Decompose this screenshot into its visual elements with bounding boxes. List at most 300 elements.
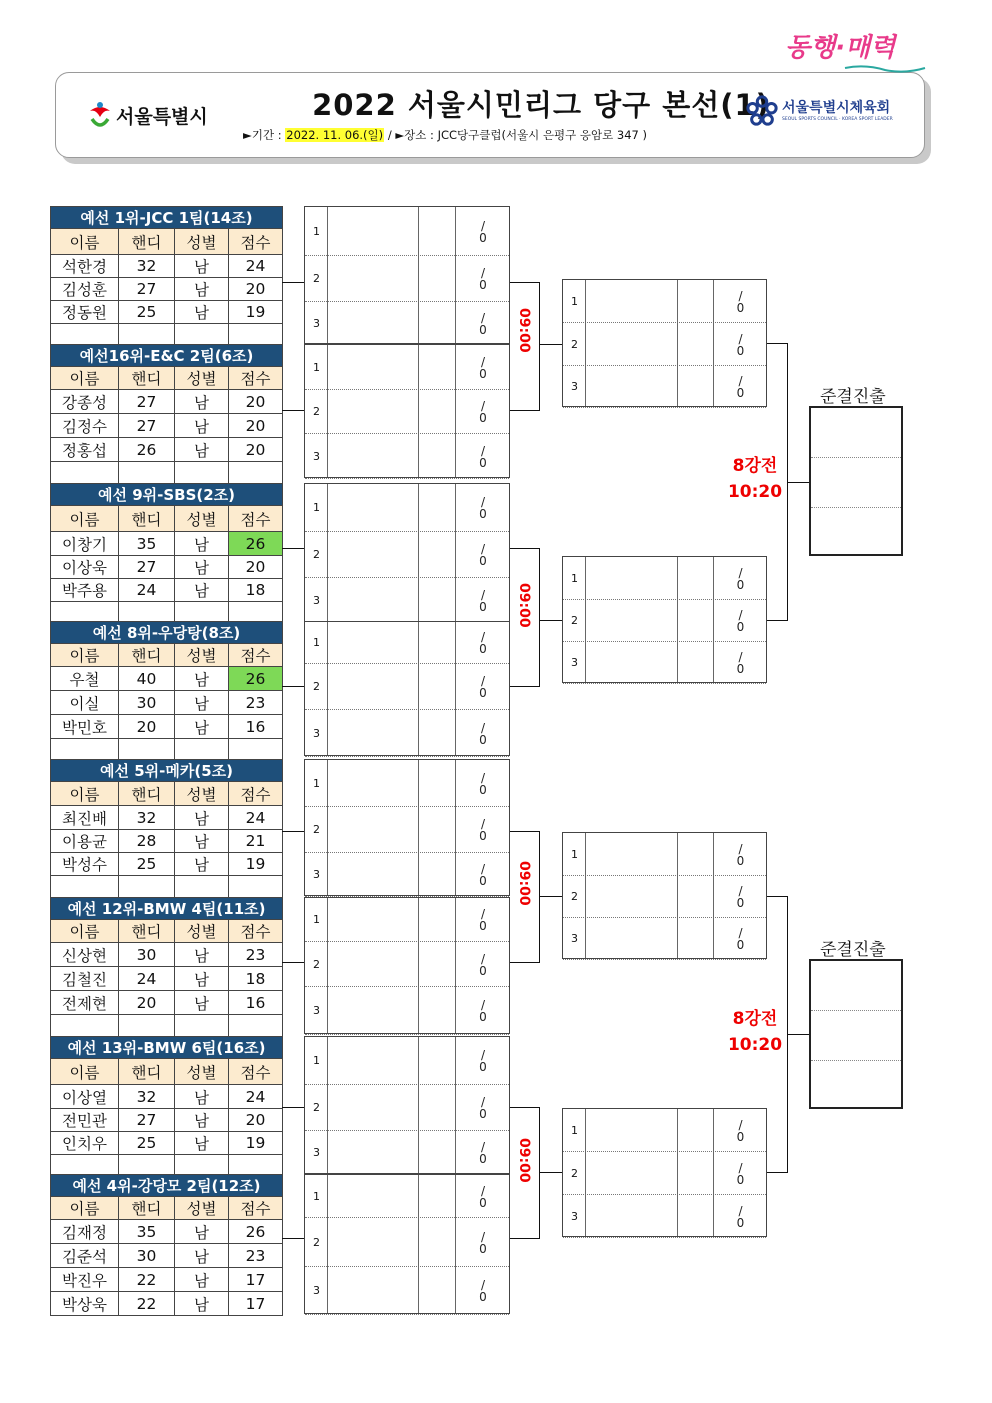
player-score: 16 [229, 715, 283, 739]
score-slash: / [738, 1203, 743, 1218]
player-row [51, 414, 283, 438]
column-divider [327, 1175, 328, 1313]
match-score [713, 1119, 768, 1143]
semifinal-slot [811, 1061, 901, 1111]
bracket-line [282, 962, 304, 963]
column-divider [418, 1175, 419, 1313]
player-score: 20 [229, 278, 283, 301]
player-gender: 남 [175, 532, 229, 556]
team-table [50, 897, 283, 1037]
score-slash: / [480, 310, 486, 325]
column-header: 점수 [229, 506, 283, 532]
period-line [243, 127, 647, 143]
bracket-line [540, 1172, 562, 1173]
player-gender [175, 324, 229, 346]
column-header: 성별 [175, 229, 229, 255]
player-gender: 남 [175, 1109, 229, 1132]
score-slash: / [480, 354, 486, 369]
player-gender: 남 [175, 1085, 229, 1109]
match-box [562, 832, 767, 959]
column-divider [327, 207, 328, 343]
round-number: 3 [571, 932, 578, 945]
team-title: 예선 1위-JCC 1팀(14조) [51, 207, 283, 229]
player-row [51, 1268, 283, 1292]
column-header: 성별 [175, 782, 229, 806]
round-number: 3 [313, 1004, 320, 1017]
bracket-line [540, 344, 562, 345]
column-divider [455, 898, 456, 1033]
sports-council-logo [746, 93, 916, 133]
player-handicap: 25 [119, 853, 175, 876]
match-score [455, 356, 511, 380]
player-name [51, 324, 119, 346]
venue-text: / ►장소 : JCC당구클럽(서울시 은평구 응암로 347 ) [387, 128, 648, 142]
match-score [455, 908, 511, 932]
match-score [455, 589, 511, 613]
score-value: 0 [479, 507, 487, 521]
column-header: 핸디 [119, 782, 175, 806]
player-handicap: 24 [119, 967, 175, 991]
bracket-line [510, 548, 540, 549]
score-slash: / [480, 998, 486, 1012]
player-gender: 남 [175, 1132, 229, 1155]
column-divider [327, 484, 328, 621]
player-gender: 남 [175, 1244, 229, 1268]
bracket-line [539, 1107, 540, 1239]
player-score: 23 [229, 943, 283, 967]
bracket-line [282, 686, 304, 687]
header-banner [55, 72, 925, 158]
column-header: 이름 [51, 367, 119, 390]
player-score: 20 [229, 390, 283, 414]
match-score [713, 333, 768, 357]
bracket-line [539, 831, 540, 963]
round-number: 1 [571, 847, 578, 861]
player-name: 우철 [51, 667, 119, 691]
score-value: 0 [479, 642, 487, 656]
match-score [455, 543, 511, 567]
player-score [229, 1015, 283, 1037]
player-row [51, 830, 283, 853]
match-row [305, 532, 509, 578]
match-row [563, 1152, 766, 1195]
player-score: 19 [229, 1132, 283, 1155]
round-number: 2 [313, 957, 320, 971]
column-header: 점수 [229, 920, 283, 943]
bracket-line [767, 896, 788, 897]
team-title: 예선16위-E&C 2팀(6조) [51, 345, 283, 367]
match-score [455, 1185, 511, 1209]
match-row [305, 1037, 509, 1085]
score-slash: / [480, 907, 486, 921]
player-gender: 남 [175, 301, 229, 324]
column-header: 이름 [51, 920, 119, 943]
column-divider [585, 833, 586, 958]
player-handicap: 32 [119, 806, 175, 830]
player-gender: 남 [175, 1220, 229, 1244]
player-name: 이상열 [51, 1085, 119, 1109]
team-table [50, 1174, 283, 1316]
match-row [305, 710, 509, 757]
score-value: 0 [479, 455, 487, 470]
score-slash: / [738, 608, 743, 622]
period-label: ►기간 : [243, 128, 282, 142]
team-table [50, 344, 283, 486]
match-score [713, 609, 768, 633]
player-handicap [119, 1015, 175, 1037]
round-number: 1 [313, 360, 320, 374]
player-gender: 남 [175, 579, 229, 602]
player-name: 전민관 [51, 1109, 119, 1132]
column-divider [327, 1037, 328, 1173]
score-slash: / [480, 1095, 486, 1109]
player-score: 17 [229, 1268, 283, 1292]
player-row [51, 1292, 283, 1316]
column-header: 이름 [51, 1059, 119, 1085]
player-handicap: 35 [119, 532, 175, 556]
semifinal-slot [811, 408, 901, 458]
score-value: 0 [736, 1129, 745, 1144]
bracket-line [539, 282, 540, 411]
player-gender: 남 [175, 943, 229, 967]
score-value: 0 [736, 620, 745, 634]
score-value: 0 [479, 782, 487, 797]
quarterfinal-title: 8강전 [732, 456, 778, 476]
column-header: 핸디 [119, 920, 175, 943]
bracket-line [282, 1238, 304, 1239]
score-slash: / [480, 1183, 486, 1198]
player-score: 23 [229, 691, 283, 715]
column-divider [677, 1109, 678, 1236]
seoul-logo-icon [86, 99, 114, 131]
match-score [455, 999, 511, 1023]
match-row [305, 853, 509, 897]
sports-council-icon [746, 95, 778, 127]
slogan-logo-art [785, 26, 935, 78]
column-header: 핸디 [119, 1197, 175, 1220]
player-handicap: 30 [119, 691, 175, 715]
round-number: 2 [313, 680, 320, 693]
score-slash: / [738, 374, 743, 388]
column-header: 핸디 [119, 506, 175, 532]
match-row [305, 1175, 509, 1218]
match-score [455, 675, 511, 699]
score-slash: / [738, 288, 743, 303]
score-value: 0 [479, 1195, 487, 1210]
match-row [563, 642, 766, 684]
match-score [455, 220, 511, 244]
player-row [51, 579, 283, 602]
player-name: 박진우 [51, 1268, 119, 1292]
player-score: 23 [229, 1244, 283, 1268]
round-number: 1 [313, 636, 320, 649]
match-score [455, 818, 511, 842]
score-slash: / [480, 542, 486, 556]
column-divider [455, 622, 456, 755]
semifinal-label: 준결진출 [820, 940, 886, 960]
score-value: 0 [479, 874, 487, 888]
column-header: 성별 [175, 506, 229, 532]
player-name: 강종성 [51, 390, 119, 414]
match-row [305, 942, 509, 987]
player-name [51, 462, 119, 486]
column-divider [585, 280, 586, 406]
column-divider [418, 1037, 419, 1173]
player-score: 26 [229, 667, 283, 691]
score-slash: / [480, 674, 486, 688]
score-value: 0 [479, 1010, 487, 1024]
score-slash: / [480, 862, 486, 876]
match-row [305, 664, 509, 710]
score-value: 0 [479, 1060, 487, 1074]
player-handicap: 22 [119, 1292, 175, 1316]
score-slash: / [480, 1140, 486, 1154]
bracket-line [510, 1238, 540, 1239]
team-table [50, 1036, 283, 1177]
column-header: 핸디 [119, 229, 175, 255]
player-row [51, 438, 283, 462]
match-score [455, 722, 511, 746]
bracket-line [787, 1034, 809, 1035]
player-row [51, 715, 283, 739]
column-divider [418, 484, 419, 621]
player-name: 김정수 [51, 414, 119, 438]
match-score [455, 400, 511, 424]
player-gender [175, 739, 229, 761]
player-name: 인치우 [51, 1132, 119, 1155]
column-header: 이름 [51, 782, 119, 806]
player-name: 정동원 [51, 301, 119, 324]
column-divider [677, 280, 678, 406]
round-number: 1 [571, 571, 578, 585]
round-number: 3 [313, 449, 320, 463]
match-box [304, 344, 510, 478]
player-row [51, 1244, 283, 1268]
player-row [51, 1015, 283, 1037]
player-row [51, 739, 283, 761]
match-box [562, 1108, 767, 1237]
player-handicap: 20 [119, 715, 175, 739]
column-divider [455, 345, 456, 477]
score-slash: / [480, 770, 486, 785]
column-header: 성별 [175, 367, 229, 390]
column-divider [418, 207, 419, 343]
round-number: 3 [571, 1209, 578, 1223]
semifinal-slot [811, 961, 901, 1011]
column-header: 성별 [175, 1197, 229, 1220]
column-header: 점수 [229, 1197, 283, 1220]
player-gender [175, 462, 229, 486]
score-value: 0 [736, 938, 745, 952]
bracket-line [510, 686, 540, 687]
column-header: 이름 [51, 644, 119, 667]
round-number: 1 [313, 776, 320, 790]
player-gender: 남 [175, 278, 229, 301]
match-box [304, 621, 510, 756]
bracket-line [539, 548, 540, 687]
match-score [713, 375, 768, 399]
player-name: 이창기 [51, 532, 119, 556]
player-name: 박주용 [51, 579, 119, 602]
match-row [305, 207, 509, 256]
team-table [50, 483, 283, 626]
match-row [563, 557, 766, 600]
round-number: 2 [313, 823, 320, 836]
slogan-logo [785, 26, 945, 78]
player-score: 18 [229, 579, 283, 602]
column-header: 이름 [51, 506, 119, 532]
column-divider [455, 207, 456, 343]
player-handicap: 32 [119, 1085, 175, 1109]
bracket-line [767, 1172, 788, 1173]
match-row [563, 876, 766, 918]
semifinal-label: 준결진출 [820, 387, 886, 407]
player-row [51, 324, 283, 346]
match-box [304, 759, 510, 896]
match-time: 09:00 [516, 583, 532, 628]
score-value: 0 [479, 1241, 487, 1256]
player-handicap: 27 [119, 390, 175, 414]
score-value: 0 [736, 386, 745, 400]
match-row [305, 1218, 509, 1267]
score-value: 0 [479, 278, 487, 292]
round-number: 3 [313, 726, 320, 740]
round-number: 3 [313, 1284, 320, 1297]
semifinal-box [809, 406, 903, 556]
column-divider [418, 898, 419, 1033]
score-slash: / [480, 1229, 486, 1244]
match-row [305, 484, 509, 532]
column-divider [585, 557, 586, 682]
column-divider [418, 622, 419, 755]
match-row [305, 987, 509, 1035]
round-number: 2 [571, 890, 578, 903]
score-value: 0 [736, 1172, 745, 1187]
player-score: 26 [229, 532, 283, 556]
match-row [305, 578, 509, 623]
player-row [51, 1085, 283, 1109]
score-value: 0 [479, 554, 487, 568]
score-value: 0 [479, 963, 487, 978]
player-score: 24 [229, 255, 283, 278]
score-slash: / [480, 218, 486, 233]
player-name: 김성훈 [51, 278, 119, 301]
score-value: 0 [479, 322, 487, 337]
round-number: 3 [313, 316, 320, 330]
column-header: 핸디 [119, 644, 175, 667]
player-handicap: 22 [119, 1268, 175, 1292]
match-score [713, 1162, 768, 1186]
player-name: 박민호 [51, 715, 119, 739]
quarterfinal-time: 10:20 [727, 1035, 783, 1055]
match-row [305, 256, 509, 302]
player-score: 21 [229, 830, 283, 853]
match-box [304, 1174, 510, 1314]
player-name: 최진배 [51, 806, 119, 830]
round-number: 2 [571, 1166, 578, 1180]
player-score: 20 [229, 556, 283, 579]
column-divider [418, 760, 419, 895]
column-header: 성별 [175, 644, 229, 667]
bracket-line [540, 620, 562, 621]
column-divider [455, 760, 456, 895]
score-slash: / [480, 495, 486, 509]
player-row [51, 1109, 283, 1132]
quarterfinal-title: 8강전 [732, 1009, 778, 1029]
team-table [50, 759, 283, 900]
player-score: 20 [229, 438, 283, 462]
match-box [304, 1036, 510, 1174]
player-score: 17 [229, 1292, 283, 1316]
match-score [455, 1141, 511, 1165]
player-score [229, 876, 283, 900]
semifinal-slot [811, 458, 901, 508]
score-value: 0 [479, 829, 487, 843]
player-score [229, 324, 283, 346]
player-handicap: 25 [119, 301, 175, 324]
bracket-line [510, 962, 540, 963]
column-divider [713, 557, 714, 682]
match-score [455, 1279, 511, 1303]
round-number: 3 [571, 380, 578, 393]
match-score [713, 1205, 768, 1229]
bracket-line [787, 482, 809, 483]
column-divider [327, 898, 328, 1033]
match-score [455, 863, 511, 887]
match-row [305, 1085, 509, 1131]
score-value: 0 [479, 599, 487, 614]
player-score: 24 [229, 1085, 283, 1109]
page-title: 2022 서울시민리그 당구 본선(1) [312, 88, 770, 122]
round-number: 2 [313, 1101, 320, 1114]
player-name: 박상욱 [51, 1292, 119, 1316]
player-gender: 남 [175, 667, 229, 691]
player-name: 신상현 [51, 943, 119, 967]
match-score [455, 1231, 511, 1255]
round-number: 1 [313, 913, 320, 926]
team-table [50, 621, 283, 761]
match-row [305, 1131, 509, 1175]
player-gender: 남 [175, 255, 229, 278]
column-header: 핸디 [119, 367, 175, 390]
match-box [304, 206, 510, 344]
player-row [51, 255, 283, 278]
player-handicap: 26 [119, 438, 175, 462]
match-score [455, 772, 511, 796]
player-row [51, 532, 283, 556]
round-number: 2 [313, 1235, 320, 1249]
match-row [305, 898, 509, 942]
round-number: 2 [313, 405, 320, 418]
seoul-logo-text: 서울특별시 [116, 106, 208, 128]
score-slash: / [480, 587, 486, 602]
match-row [305, 807, 509, 853]
bracket-line [510, 1107, 540, 1108]
match-score [713, 567, 768, 591]
player-row [51, 806, 283, 830]
column-header: 점수 [229, 644, 283, 667]
player-score: 20 [229, 414, 283, 438]
player-gender: 남 [175, 414, 229, 438]
player-row [51, 390, 283, 414]
player-row [51, 278, 283, 301]
round-number: 2 [571, 614, 578, 627]
score-slash: / [480, 951, 486, 966]
player-handicap: 30 [119, 943, 175, 967]
bracket-line [282, 831, 304, 832]
team-table [50, 206, 283, 346]
score-value: 0 [479, 686, 487, 700]
